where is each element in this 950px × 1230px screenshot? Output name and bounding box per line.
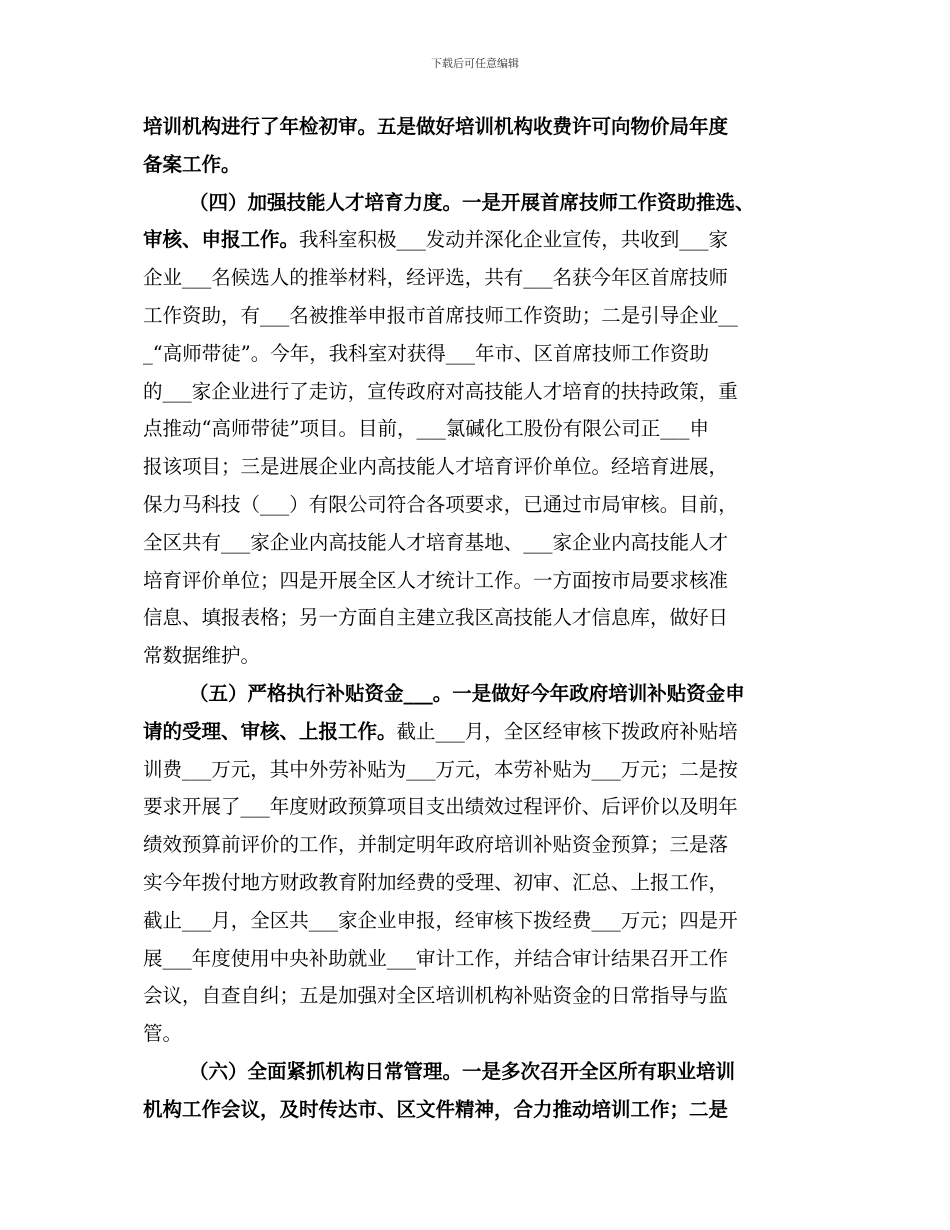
text-run: _“高师带徒”。今年，我科室对获得___年市、区首席技师工作资助 (143, 341, 709, 365)
text-line (143, 940, 815, 978)
bold-text-run: 请的受理、审核、上报工作。 (143, 719, 397, 743)
text-run: 截止___月，全区共___家企业申报，经审核下拨经费___万元；四是开 (143, 908, 738, 932)
text-line (143, 448, 815, 486)
text-line (143, 1053, 815, 1091)
text-run: 截止___月，全区经审核下拨政府补贴培 (396, 719, 738, 743)
text-run: 常数据维护。 (143, 644, 261, 668)
text-line (143, 599, 815, 637)
bold-text-run: （六）全面紧抓机构日常管理。一是多次召开全区所有职业培训 (189, 1059, 736, 1083)
text-line (143, 335, 815, 373)
text-line (143, 562, 815, 600)
text-run: 绩效预算前评价的工作，并制定明年政府培训补贴资金预算；三是落 (143, 833, 729, 857)
text-line (143, 902, 815, 940)
text-line (143, 221, 815, 259)
text-line (143, 675, 815, 713)
bold-text-run: 机构工作会议，及时传达市、区文件精神，合力推动培训工作；二是 (143, 1097, 729, 1121)
text-run: 企业___名候选人的推举材料，经评选，共有___名获今年区首席技师 (143, 266, 729, 290)
text-line (143, 864, 815, 902)
text-run: 的___家企业进行了走访，宣传政府对高技能人才培育的扶持政策，重 (143, 379, 738, 403)
text-run: 会议，自查自纠；五是加强对全区培训机构补贴资金的日常指导与监 (143, 984, 729, 1008)
text-run: 我科室积极___发动并深化企业宣传，共收到___家 (299, 228, 729, 252)
document-body (143, 108, 815, 1129)
text-line (143, 977, 815, 1015)
text-run: 展___年度使用中央补助就业___审计工作，并结合审计结果召开工作 (143, 946, 729, 970)
text-line (143, 373, 815, 411)
text-run: 报该项目；三是进展企业内高技能人才培育评价单位。经培育进展， (143, 455, 729, 479)
text-line (143, 1015, 815, 1053)
bold-text-run: （五）严格执行补贴资金___。一是做好今年政府培训补贴资金申 (189, 681, 745, 705)
text-line (143, 826, 815, 864)
text-run: 管。 (143, 1022, 183, 1046)
bold-text-run: （四）加强技能人才培育力度。一是开展首席技师工作资助推选、 (189, 190, 755, 214)
text-line (143, 108, 815, 146)
text-line (143, 297, 815, 335)
bold-text-run: 审核、申报工作。 (143, 228, 300, 252)
page-header-note: 下载后可任意编辑 (431, 57, 519, 70)
text-run: 实今年拨付地方财政教育附加经费的受理、初审、汇总、上报工作， (143, 870, 729, 894)
text-run: 点推动“高师带徒”项目。目前，___氯碱化工股份有限公司正___申 (143, 417, 709, 441)
text-line (143, 259, 815, 297)
text-line (143, 788, 815, 826)
bold-text-run: 备案工作。 (143, 152, 241, 176)
text-line (143, 184, 815, 222)
text-line (143, 524, 815, 562)
text-run: 培育评价单位；四是开展全区人才统计工作。一方面按市局要求核准 (143, 568, 729, 592)
text-run: 全区共有___家企业内高技能人才培育基地、___家企业内高技能人才 (143, 530, 729, 554)
text-run: 工作资助，有___名被推举申报市首席技师工作资助；二是引导企业__ (143, 303, 738, 327)
text-run: 保力马科技（___）有限公司符合各项要求，已通过市局审核。目前， (143, 492, 738, 516)
text-line (143, 751, 815, 789)
bold-text-run: 培训机构进行了年检初审。五是做好培训机构收费许可向物价局年度 (143, 115, 729, 138)
text-run: 要求开展了___年度财政预算项目支出绩效过程评价、后评价以及明年 (143, 795, 738, 819)
text-line (143, 1091, 815, 1129)
text-line (143, 486, 815, 524)
text-line (143, 410, 815, 448)
text-run: 训费___万元，其中外劳补贴为___万元，本劳补贴为___万元；二是按 (143, 757, 738, 781)
text-run: 信息、填报表格；另一方面自主建立我区高技能人才信息库，做好日 (143, 606, 729, 630)
text-line (143, 637, 815, 675)
text-line (143, 713, 815, 751)
text-line (143, 146, 815, 184)
